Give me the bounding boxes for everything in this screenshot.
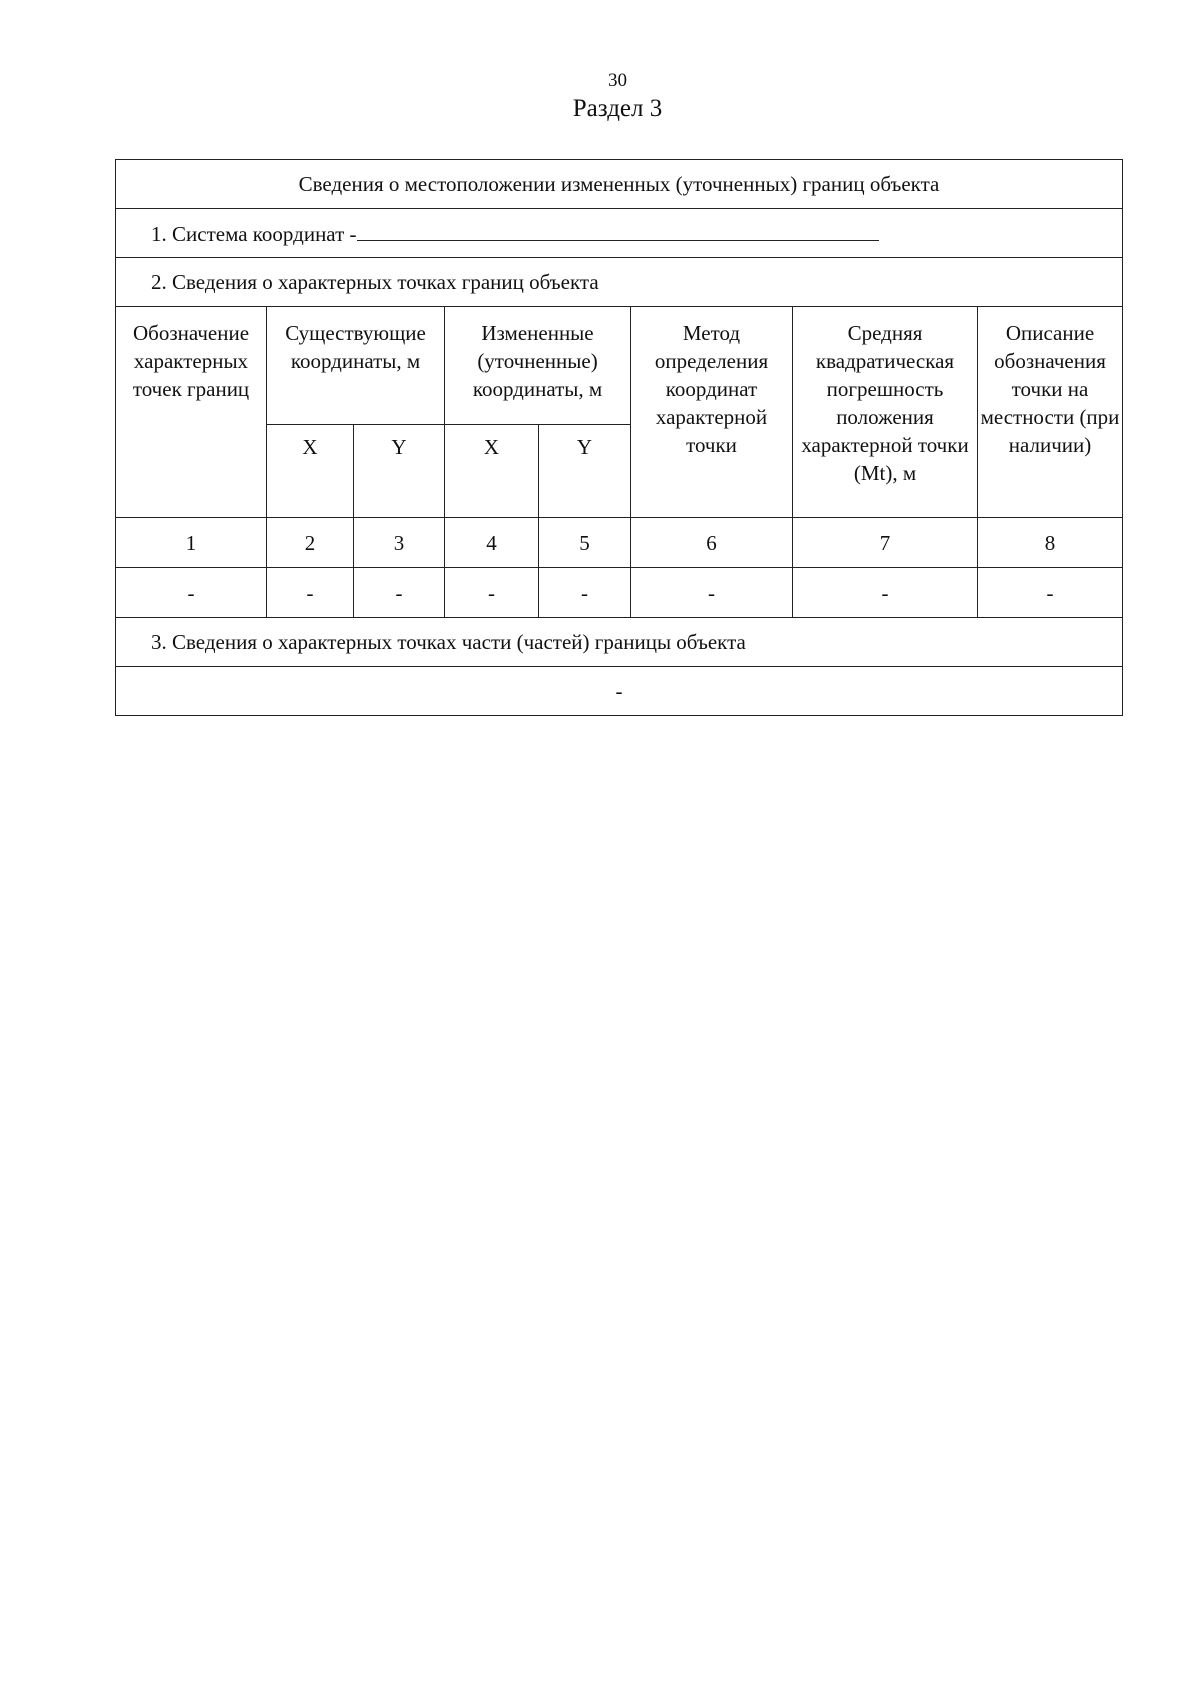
table-cell: - bbox=[631, 568, 793, 618]
column-number: 8 bbox=[978, 518, 1123, 568]
header-x-existing: X bbox=[267, 425, 354, 518]
column-number: 7 bbox=[793, 518, 978, 568]
header-changed-coords: Измененные (уточненные) координаты, м bbox=[445, 307, 631, 425]
column-number-row bbox=[116, 518, 1123, 568]
coord-system-label: 1. Система координат - bbox=[151, 222, 357, 246]
column-number: 5 bbox=[539, 518, 631, 568]
parts-value: - bbox=[116, 667, 1123, 716]
table-cell: - bbox=[539, 568, 631, 618]
section-title: Раздел 3 bbox=[572, 95, 663, 122]
header-error: Средняя квадратическая погрешность положения характерной точки (Mt), м bbox=[793, 307, 978, 518]
header-method: Метод определения координат характерной точки bbox=[631, 307, 793, 518]
column-number: 4 bbox=[445, 518, 539, 568]
header-point-designation: Обозначение характерных точек границ bbox=[116, 307, 267, 518]
header-y-changed: Y bbox=[539, 425, 631, 518]
boundary-table bbox=[115, 159, 1123, 716]
table-cell: - bbox=[116, 568, 267, 618]
column-number: 6 bbox=[631, 518, 793, 568]
table-cell: - bbox=[267, 568, 354, 618]
column-number: 1 bbox=[116, 518, 267, 568]
header-existing-coords: Существующие координаты, м bbox=[267, 307, 445, 425]
page-number: 30 bbox=[608, 70, 627, 91]
table-row bbox=[116, 568, 1123, 618]
coord-system-blank bbox=[357, 218, 879, 241]
coord-system-row bbox=[116, 209, 1123, 258]
points-section-label: 2. Сведения о характерных точках границ объекта bbox=[116, 258, 1123, 307]
column-number: 3 bbox=[354, 518, 445, 568]
header-x-changed: X bbox=[445, 425, 539, 518]
table-cell: - bbox=[354, 568, 445, 618]
table-cell: - bbox=[793, 568, 978, 618]
header-description: Описание обозначения точки на местности (при наличии) bbox=[978, 307, 1123, 518]
table-cell: - bbox=[978, 568, 1123, 618]
table-title: Сведения о местоположении измененных (уточненных) границ объекта bbox=[116, 160, 1123, 209]
parts-section-label: 3. Сведения о характерных точках части (частей) границы объекта bbox=[116, 618, 1123, 667]
column-number: 2 bbox=[267, 518, 354, 568]
header-y-existing: Y bbox=[354, 425, 445, 518]
table-cell: - bbox=[445, 568, 539, 618]
